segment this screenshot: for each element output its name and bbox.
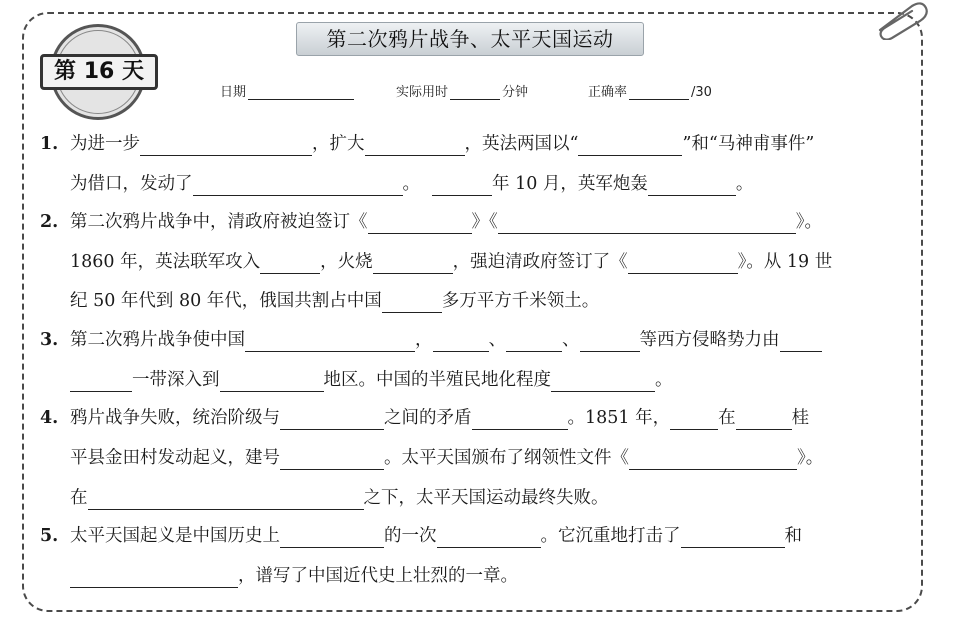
answer-blank[interactable]	[736, 410, 792, 430]
accuracy-field[interactable]	[588, 80, 712, 100]
question-number: 1.	[40, 134, 59, 154]
question-3-line-1	[40, 322, 822, 352]
question-text: 为进一步	[70, 134, 140, 154]
answer-blank[interactable]	[506, 332, 562, 352]
question-text: ，英法两国以“	[464, 134, 579, 154]
question-text: 第二次鸦片战争使中国	[70, 330, 245, 350]
question-number: 4.	[40, 408, 59, 428]
question-text: ，扩大	[312, 134, 365, 154]
date-field[interactable]	[220, 80, 356, 100]
question-text: 地区。中国的半殖民地化程度	[323, 370, 551, 390]
answer-blank[interactable]	[70, 568, 238, 588]
answer-blank[interactable]	[780, 332, 822, 352]
question-text: 。	[735, 174, 754, 194]
question-text: 。	[402, 174, 420, 194]
page-title: 第二次鸦片战争、太平天国运动	[296, 22, 644, 56]
question-1-line-2	[40, 166, 753, 196]
question-text: 纪 50 年代到 80 年代，俄国共割占中国	[70, 291, 382, 311]
answer-blank[interactable]	[140, 136, 312, 156]
question-text: ，火烧	[320, 252, 373, 272]
question-3-line-2	[40, 362, 673, 392]
question-text: 太平天国起义是中国历史上	[70, 526, 280, 546]
answer-blank[interactable]	[368, 214, 472, 234]
question-text: 为借口，发动了	[70, 174, 193, 194]
question-text: 一带深入到	[132, 370, 220, 390]
question-5-line-1	[40, 518, 802, 548]
question-text: 之下，太平天国运动最终失败。	[363, 488, 609, 508]
answer-blank[interactable]	[280, 528, 384, 548]
day-badge	[36, 24, 164, 120]
answer-blank[interactable]	[551, 372, 655, 392]
answer-blank[interactable]	[578, 136, 682, 156]
question-text: 的一次	[384, 526, 437, 546]
date-blank[interactable]	[248, 85, 354, 100]
question-text: 在	[70, 488, 88, 508]
question-text: 1860 年，英法联军攻入	[70, 252, 261, 272]
question-text: 第二次鸦片战争中，清政府被迫签订《	[70, 212, 368, 232]
paperclip-icon	[872, 0, 932, 40]
question-text: 、	[488, 330, 506, 350]
question-text: ，谱写了中国近代史上壮烈的一章。	[238, 566, 518, 586]
accuracy-blank[interactable]	[629, 85, 689, 100]
question-text: 平县金田村发动起义，建号	[70, 448, 280, 468]
question-text: 、	[562, 330, 580, 350]
question-text: 年 10 月，英军炮轰	[492, 174, 648, 194]
time-label: 实际用时	[396, 85, 449, 100]
answer-blank[interactable]	[648, 176, 736, 196]
time-blank[interactable]	[450, 85, 500, 100]
question-number: 5.	[40, 526, 59, 546]
time-unit: 分钟	[502, 85, 529, 100]
question-text: 》。	[797, 448, 824, 468]
answer-blank[interactable]	[437, 528, 541, 548]
question-number: 2.	[40, 212, 59, 232]
question-number: 3.	[40, 330, 59, 350]
question-text: 》《	[471, 212, 498, 232]
answer-blank[interactable]	[681, 528, 785, 548]
question-text: 。1851 年，	[567, 408, 671, 428]
accuracy-total: /30	[691, 85, 712, 100]
question-text: 。太平天国颁布了纲领性文件《	[384, 448, 629, 468]
question-text: 。它沉重地打击了	[540, 526, 681, 546]
question-2-line-2	[40, 244, 832, 274]
answer-blank[interactable]	[432, 176, 492, 196]
question-2-line-1	[40, 204, 822, 234]
answer-blank[interactable]	[260, 254, 320, 274]
question-5-line-2	[40, 558, 518, 588]
question-text: 和	[784, 526, 802, 546]
answer-blank[interactable]	[629, 450, 797, 470]
answer-blank[interactable]	[245, 332, 415, 352]
question-text: ，	[415, 330, 433, 350]
question-4-line-1	[40, 400, 809, 430]
answer-blank[interactable]	[70, 372, 132, 392]
question-text: 鸦片战争失败，统治阶级与	[70, 408, 280, 428]
question-text: 在	[718, 408, 736, 428]
question-2-line-3	[40, 283, 599, 313]
question-text: 》。从 19 世	[737, 252, 833, 272]
answer-blank[interactable]	[280, 450, 384, 470]
question-text: 》。	[795, 212, 822, 232]
question-4-line-2	[40, 440, 823, 470]
accuracy-label: 正确率	[588, 85, 628, 100]
answer-blank[interactable]	[280, 410, 384, 430]
answer-blank[interactable]	[365, 136, 465, 156]
answer-blank[interactable]	[670, 410, 718, 430]
answer-blank[interactable]	[628, 254, 738, 274]
date-label: 日期	[220, 85, 247, 100]
time-field[interactable]	[396, 80, 528, 100]
answer-blank[interactable]	[373, 254, 453, 274]
question-text: 桂	[791, 408, 810, 428]
answer-blank[interactable]	[433, 332, 489, 352]
answer-blank[interactable]	[382, 293, 442, 313]
question-1-line-1	[40, 126, 814, 156]
question-text: 。	[655, 370, 673, 390]
question-text: ，强迫清政府签订了《	[452, 252, 628, 272]
answer-blank[interactable]	[193, 176, 403, 196]
answer-blank[interactable]	[220, 372, 324, 392]
answer-blank[interactable]	[88, 490, 364, 510]
question-text: ”和“马神甫事件”	[682, 134, 815, 154]
question-4-line-3	[40, 480, 609, 510]
answer-blank[interactable]	[580, 332, 640, 352]
question-text: 之间的矛盾	[384, 408, 472, 428]
question-text: 多万平方千米领土。	[441, 291, 600, 311]
question-text: 等西方侵略势力由	[639, 330, 780, 350]
answer-blank[interactable]	[472, 410, 568, 430]
day-label: 第 16 天	[40, 54, 158, 90]
answer-blank[interactable]	[498, 214, 796, 234]
